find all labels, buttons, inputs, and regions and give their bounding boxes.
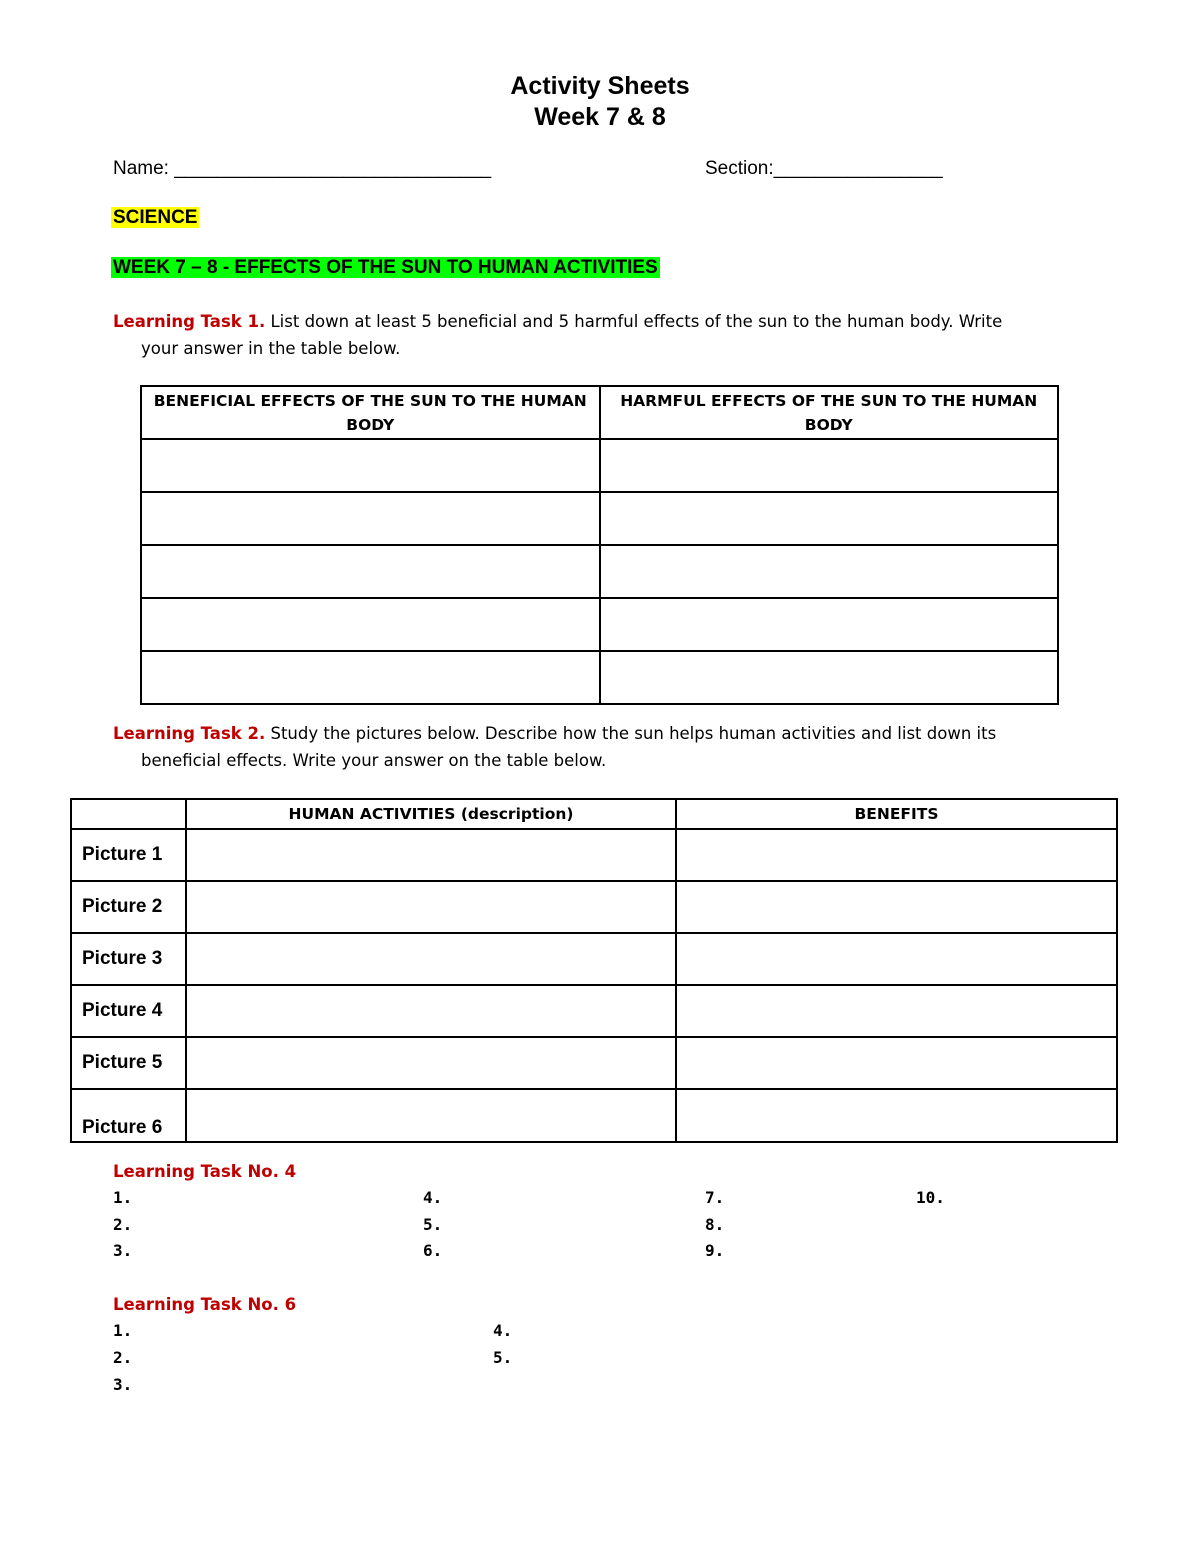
harmful-cell[interactable] [600,545,1059,598]
task6-number: 5. [493,1348,513,1367]
activity-cell[interactable] [186,881,676,933]
section-field-label: Section:________________ [705,158,943,179]
table-row [71,1037,1117,1089]
table-row [71,933,1117,985]
picture-label: Picture 1 [71,829,186,881]
harmful-effects-header: HARMFUL EFFECTS OF THE SUN TO THE HUMAN BODY [600,386,1059,439]
beneficial-cell[interactable] [141,651,600,704]
activity-cell[interactable] [186,1089,676,1142]
task4-number: 10. [916,1188,945,1207]
benefit-cell[interactable] [676,985,1117,1037]
task4-number: 3. [113,1241,133,1260]
task4-number: 6. [423,1241,443,1260]
task6-label: Learning Task No. 6 [113,1295,297,1314]
harmful-cell[interactable] [600,598,1059,651]
harmful-cell[interactable] [600,492,1059,545]
task4-number: 5. [423,1215,443,1234]
task6-number: 3. [113,1375,133,1394]
task4-number: 8. [705,1215,725,1234]
task4-number: 9. [705,1241,725,1260]
page-title: Activity Sheets [510,72,690,100]
picture-label: Picture 6 [71,1089,186,1142]
table-row [141,598,1058,651]
harmful-cell[interactable] [600,651,1059,704]
task1-text-line2: your answer in the table below. [141,339,401,358]
task6-number: 1. [113,1321,133,1340]
topic-heading: WEEK 7 – 8 - EFFECTS OF THE SUN TO HUMAN ACTIVITIES [113,257,658,278]
table-row [71,1089,1117,1142]
task4-number: 7. [705,1188,725,1207]
corner-header [71,799,186,829]
task2-table [70,798,1118,1143]
task4-number: 1. [113,1188,133,1207]
task1-instructions [113,308,1043,362]
name-field-label: Name: ______________________________ [113,158,492,179]
activity-cell[interactable] [186,829,676,881]
table-row [71,881,1117,933]
activity-cell[interactable] [186,1037,676,1089]
task4-number: 2. [113,1215,133,1234]
task1-table [140,385,1059,705]
task4-label: Learning Task No. 4 [113,1162,297,1181]
page-subtitle: Week 7 & 8 [534,103,666,131]
beneficial-cell[interactable] [141,545,600,598]
task2-instructions [113,720,1043,774]
picture-label: Picture 5 [71,1037,186,1089]
table-row [141,651,1058,704]
task6-number: 4. [493,1321,513,1340]
task1-label: Learning Task 1. [113,312,266,331]
task4-number: 4. [423,1188,443,1207]
benefit-cell[interactable] [676,1089,1117,1142]
task2-text-line1: Study the pictures below. Describe how the sun helps human activities and list down its [265,724,997,743]
beneficial-cell[interactable] [141,598,600,651]
table-row [141,439,1058,492]
activity-cell[interactable] [186,985,676,1037]
beneficial-effects-header: BENEFICIAL EFFECTS OF THE SUN TO THE HUMAN BODY [141,386,600,439]
task2-text-line2: beneficial effects. Write your answer on the table below. [141,751,607,770]
beneficial-cell[interactable] [141,492,600,545]
table-row [71,829,1117,881]
benefits-header: BENEFITS [676,799,1117,829]
table-row [141,492,1058,545]
benefit-cell[interactable] [676,933,1117,985]
picture-label: Picture 2 [71,881,186,933]
benefit-cell[interactable] [676,1037,1117,1089]
subject-heading: SCIENCE [113,207,198,228]
task6-number: 2. [113,1348,133,1367]
activity-cell[interactable] [186,933,676,985]
harmful-cell[interactable] [600,439,1059,492]
picture-label: Picture 3 [71,933,186,985]
activities-header: HUMAN ACTIVITIES (description) [186,799,676,829]
picture-label: Picture 4 [71,985,186,1037]
benefit-cell[interactable] [676,881,1117,933]
task1-text-line1: List down at least 5 beneficial and 5 harmful effects of the sun to the human body. Write [265,312,1003,331]
table-row [71,985,1117,1037]
task2-label: Learning Task 2. [113,724,266,743]
beneficial-cell[interactable] [141,439,600,492]
benefit-cell[interactable] [676,829,1117,881]
table-row [141,545,1058,598]
